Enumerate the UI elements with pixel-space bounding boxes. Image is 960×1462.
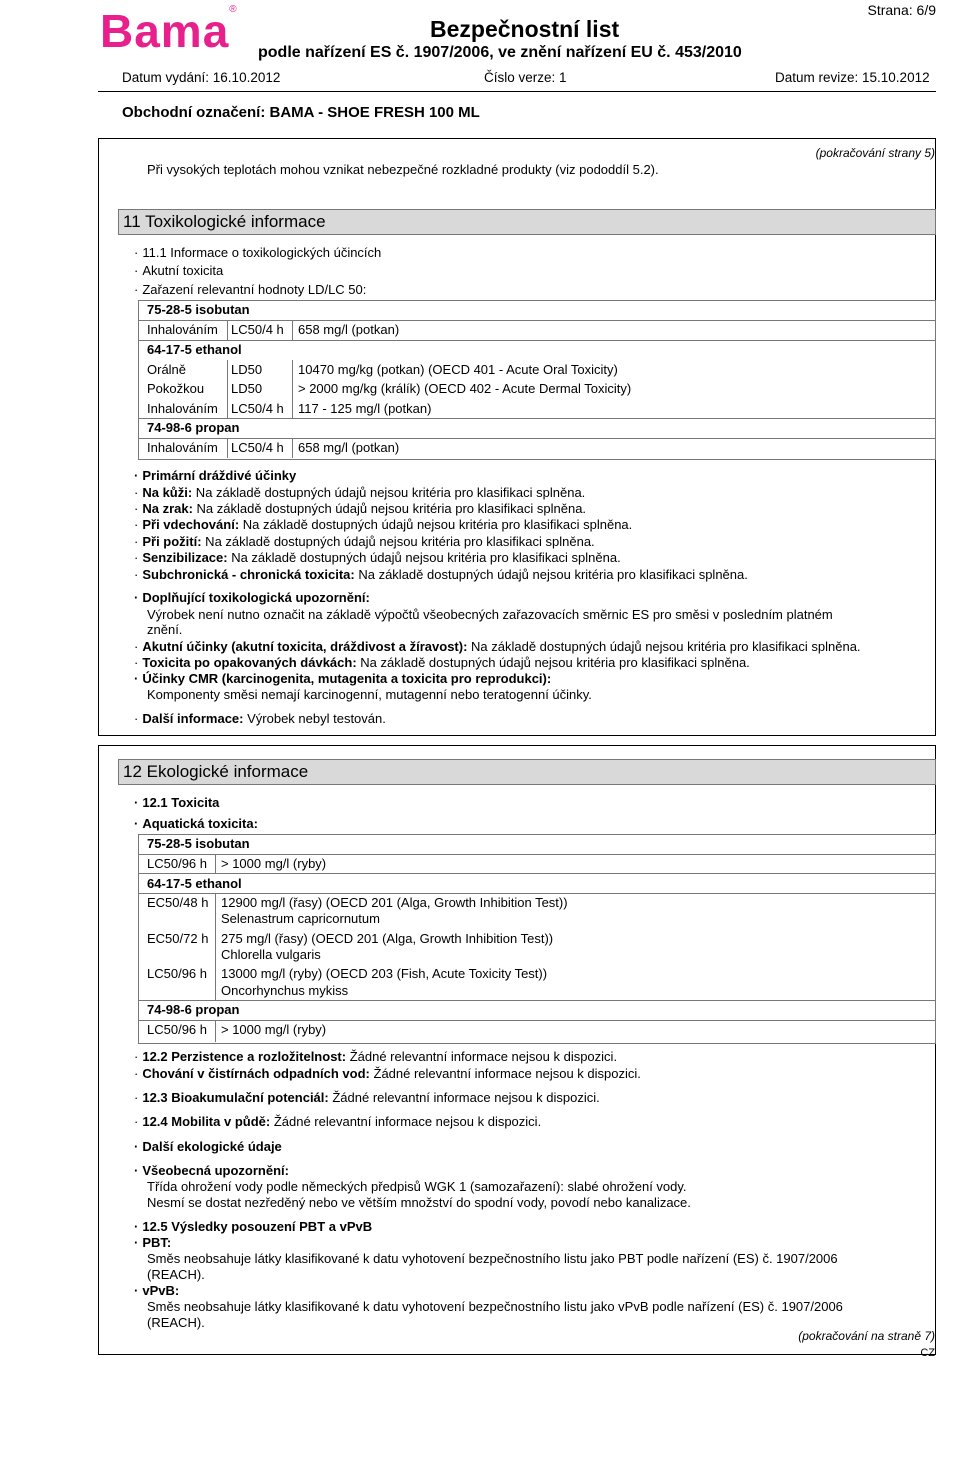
irritant-item: · Na zrak: Na základě dostupných údajů nejsou kritéria pro klasifikaci splněna. [134, 501, 586, 516]
table-substance-ethanol: 64-17-5 ethanol [147, 876, 242, 891]
header-divider [98, 91, 936, 92]
cmr-heading: · Účinky CMR (karcinogenita, mutagenita a toxicita pro reprodukci): [134, 671, 551, 686]
general-notes-heading: · Všeobecná upozornění: [134, 1163, 289, 1178]
irritant-item: · Při požití: Na základě dostupných údajů nejsou kritéria pro klasifikaci splněna. [134, 534, 595, 549]
soil-mobility: · 12.4 Mobilita v půdě: Žádné relevantní informace nejsou k dispozici. [134, 1114, 541, 1129]
table-cell: LC50/96 h [147, 856, 207, 871]
other-eco-heading: · Další ekologické údaje [134, 1139, 282, 1154]
document-title: Bezpečnostní list [430, 16, 620, 42]
sewage-behaviour: · Chování v čistírnách odpadních vod: Žádné relevantní informace nejsou k dispozici. [134, 1066, 641, 1081]
acute-effects: · Akutní účinky (akutní toxicita, dráždivost a žíravost): Na základě dostupných údajů nejsou kritéria pro klasifikaci splněna. [134, 639, 861, 654]
table-substance-isobutan: 75-28-5 isobutan [147, 302, 250, 317]
document-subtitle: podle nařízení ES č. 1907/2006, ve znění nařízení EU č. 453/2010 [258, 44, 742, 61]
irritant-item: · Při vdechování: Na základě dostupných údajů nejsou kritéria pro klasifikaci splněna. [134, 517, 632, 532]
issue-date: Datum vydání: 16.10.2012 [122, 70, 281, 85]
table-cell: EC50/72 h [147, 931, 209, 946]
s11-heading-11-1: · 11.1 Informace o toxikologických účincích [134, 245, 381, 260]
table-substance-ethanol: 64-17-5 ethanol [147, 342, 242, 357]
table-cell: 13000 mg/l (ryby) (OECD 203 (Fish, Acute Toxicity Test)) [221, 966, 548, 981]
persistence: · 12.2 Perzistence a rozložitelnost: Žádné relevantní informace nejsou k dispozici. [134, 1049, 617, 1064]
page-number: Strana: 6/9 [867, 2, 936, 18]
continued-to: (pokračování na straně 7) [798, 1329, 935, 1343]
table-cell: > 2000 mg/kg (králík) (OECD 402 - Acute Dermal Toxicity) [298, 381, 632, 396]
table-cell: > 1000 mg/l (ryby) [221, 856, 327, 871]
table-cell: LD50 [231, 381, 263, 396]
pbt-text: (REACH). [147, 1267, 205, 1282]
table-cell: LC50/4 h [231, 401, 284, 416]
table-cell: 275 mg/l (řasy) (OECD 201 (Alga, Growth Inhibition Test)) [221, 931, 554, 946]
vpvb-label: · vPvB: [134, 1283, 179, 1298]
previous-text: Při vysokých teplotách mohou vznikat nebezpečné rozkladné produkty (viz pododdíl 5.2). [147, 162, 659, 177]
aquatic-toxicity-label: · Aquatická toxicita: [134, 816, 258, 831]
table-cell: LD50 [231, 362, 263, 377]
table-cell: Chlorella vulgaris [221, 947, 321, 962]
table-substance-propan: 74-98-6 propan [147, 420, 240, 435]
acute-toxicity-label: · Akutní toxicita [134, 263, 223, 278]
table-substance-propan: 74-98-6 propan [147, 1002, 240, 1017]
table-substance-isobutan: 75-28-5 isobutan [147, 836, 250, 851]
revision-date: Datum revize: 15.10.2012 [775, 70, 930, 85]
vpvb-text: (REACH). [147, 1315, 205, 1330]
product-name: Obchodní označení: BAMA - SHOE FRESH 100 ML [122, 104, 480, 121]
table-cell: EC50/48 h [147, 895, 209, 910]
table-cell: Inhalováním [147, 440, 218, 455]
further-info: · Další informace: Výrobek nebyl testován. [134, 711, 386, 726]
table-cell: Selenastrum capricornutum [221, 911, 380, 926]
table-cell: Inhalováním [147, 401, 218, 416]
pbt-text: Směs neobsahuje látky klasifikované k datu vyhotovení bezpečnostního listu jako PBT podle nařízení (ES) č. 1907/2006 [147, 1251, 838, 1266]
table-cell: LC50/4 h [231, 322, 284, 337]
table-cell: LC50/96 h [147, 1022, 207, 1037]
table-cell: > 1000 mg/l (ryby) [221, 1022, 327, 1037]
table-cell: 658 mg/l (potkan) [298, 440, 400, 455]
general-notes-text: Nesmí se dostat nezředěný nebo ve větším množství do spodní vody, povodí nebo kanalizace. [147, 1195, 691, 1210]
table-cell: LC50/96 h [147, 966, 207, 981]
cmr-text: Komponenty směsi nemají karcinogenní, mutagenní nebo teratogenní účinky. [147, 687, 592, 702]
additional-tox-heading: · Doplňující toxikologická upozornění: [134, 590, 370, 605]
version-number: Číslo verze: 1 [484, 70, 567, 85]
bama-logo: Bama® [100, 4, 238, 57]
pbt-label: · PBT: [134, 1235, 171, 1250]
pbt-heading: · 12.5 Výsledky posouzení PBT a vPvB [134, 1219, 372, 1234]
table-cell: 658 mg/l (potkan) [298, 322, 400, 337]
table-cell: Pokožkou [147, 381, 205, 396]
vpvb-text: Směs neobsahuje látky klasifikované k datu vyhotovení bezpečnostního listu jako vPvB podle nařízení (ES) č. 1907/2006 [147, 1299, 843, 1314]
ldlc50-label: · Zařazení relevantní hodnoty LD/LC 50: [134, 282, 366, 297]
table-cell: LC50/4 h [231, 440, 284, 455]
additional-tox-text: Výrobek není nutno označit na základě výpočtů všeobecných zařazovacích směrnic ES pro směsi v posledním platném [147, 607, 833, 622]
language-code: CZ [920, 1347, 935, 1359]
irritant-item: · Na kůži: Na základě dostupných údajů nejsou kritéria pro klasifikaci splněna. [134, 485, 585, 500]
repeat-dose-toxicity: · Toxicita po opakovaných dávkách: Na základě dostupných údajů nejsou kritéria pro klasifikaci splněna. [134, 655, 750, 670]
table-cell: Orálně [147, 362, 187, 377]
irritant-heading: · Primární dráždivé účinky [134, 468, 296, 483]
section-12-title: 12 Ekologické informace [118, 759, 936, 785]
section-11-title: 11 Toxikologické informace [118, 209, 936, 235]
table-cell: 10470 mg/kg (potkan) (OECD 401 - Acute Oral Toxicity) [298, 362, 618, 377]
bioaccumulation: · 12.3 Bioakumulační potenciál: Žádné relevantní informace nejsou k dispozici. [134, 1090, 600, 1105]
table-cell: Oncorhynchus mykiss [221, 983, 349, 998]
table-cell: 117 - 125 mg/l (potkan) [298, 401, 432, 416]
table-cell: Inhalováním [147, 322, 218, 337]
general-notes-text: Třída ohrožení vody podle německých předpisů WGK 1 (samozařazení): slabé ohrožení vody. [147, 1179, 687, 1194]
table-cell: 12900 mg/l (řasy) (OECD 201 (Alga, Growth Inhibition Test)) [221, 895, 568, 910]
continued-from: (pokračování strany 5) [815, 146, 935, 160]
irritant-item: · Subchronická - chronická toxicita: Na základě dostupných údajů nejsou kritéria pro klasifikaci splněna. [134, 567, 748, 582]
irritant-item: · Senzibilizace: Na základě dostupných údajů nejsou kritéria pro klasifikaci splněna. [134, 550, 621, 565]
additional-tox-text: znění. [147, 622, 183, 637]
s12-heading-12-1: · 12.1 Toxicita [134, 795, 219, 810]
